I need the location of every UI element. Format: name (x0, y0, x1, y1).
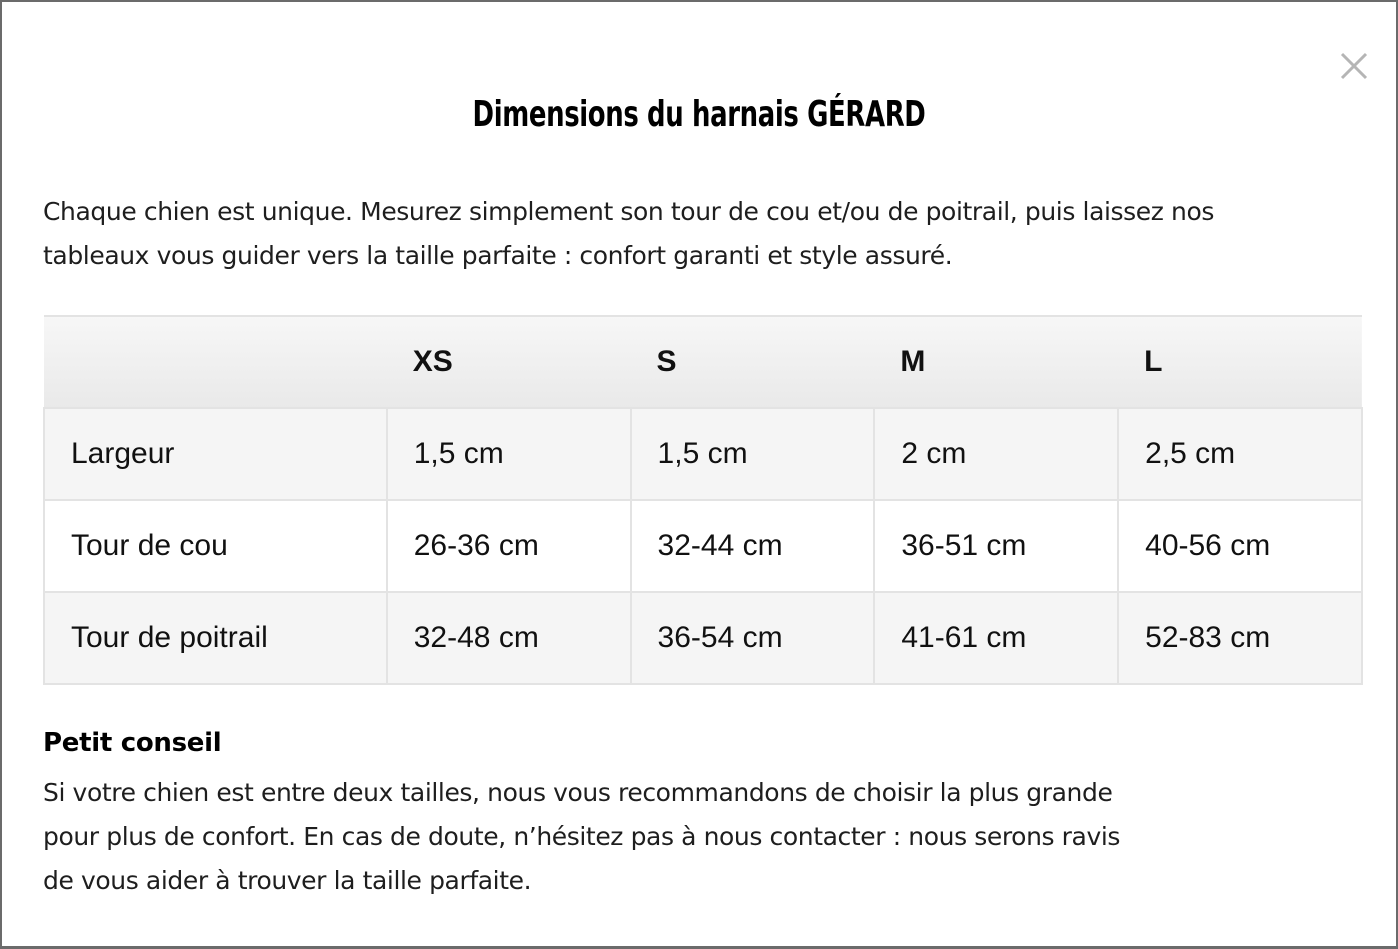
row-label: Tour de poitrail (44, 592, 387, 684)
table-row (44, 408, 1362, 500)
row-label: Largeur (44, 408, 387, 500)
table-cell: 1,5 cm (387, 408, 631, 500)
tip-text (43, 771, 1243, 903)
tip-title: Petit conseil (43, 728, 222, 758)
table-cell: 36-51 cm (874, 500, 1118, 592)
close-button[interactable] (1334, 46, 1374, 86)
table-cell: 1,5 cm (631, 408, 875, 500)
header-cell-empty (44, 316, 387, 408)
table-cell: 40-56 cm (1118, 500, 1362, 592)
table-cell: 2 cm (874, 408, 1118, 500)
row-label: Tour de cou (44, 500, 387, 592)
table-cell: 36-54 cm (631, 592, 875, 684)
size-guide-modal (2, 2, 1396, 946)
table-cell: 32-48 cm (387, 592, 631, 684)
tip-line: Si votre chien est entre deux tailles, nous vous recommandons de choisir la plus grande (43, 778, 1113, 807)
tip-line: pour plus de confort. En cas de doute, n’hésitez pas à nous contacter : nous serons ravis (43, 822, 1121, 851)
header-cell-xs: XS (387, 316, 631, 408)
modal-title: Dimensions du harnais GÉRARD (472, 94, 926, 135)
header-cell-m: M (874, 316, 1118, 408)
tip-line: de vous aider à trouver la taille parfaite. (43, 866, 532, 895)
table-row (44, 592, 1362, 684)
table-header-row (44, 316, 1362, 408)
table-cell: 26-36 cm (387, 500, 631, 592)
header-cell-s: S (631, 316, 875, 408)
table-cell: 52-83 cm (1118, 592, 1362, 684)
table-cell: 2,5 cm (1118, 408, 1362, 500)
table-cell: 32-44 cm (631, 500, 875, 592)
header-cell-l: L (1118, 316, 1362, 408)
table-cell: 41-61 cm (874, 592, 1118, 684)
size-table (43, 315, 1363, 685)
close-icon (1340, 52, 1368, 80)
table-row (44, 500, 1362, 592)
intro-text: Chaque chien est unique. Mesurez simplement son tour de cou et/ou de poitrail, puis laissez nos tableaux vous guider vers la taille parfaite : confort garanti et style assuré. (43, 197, 1214, 270)
